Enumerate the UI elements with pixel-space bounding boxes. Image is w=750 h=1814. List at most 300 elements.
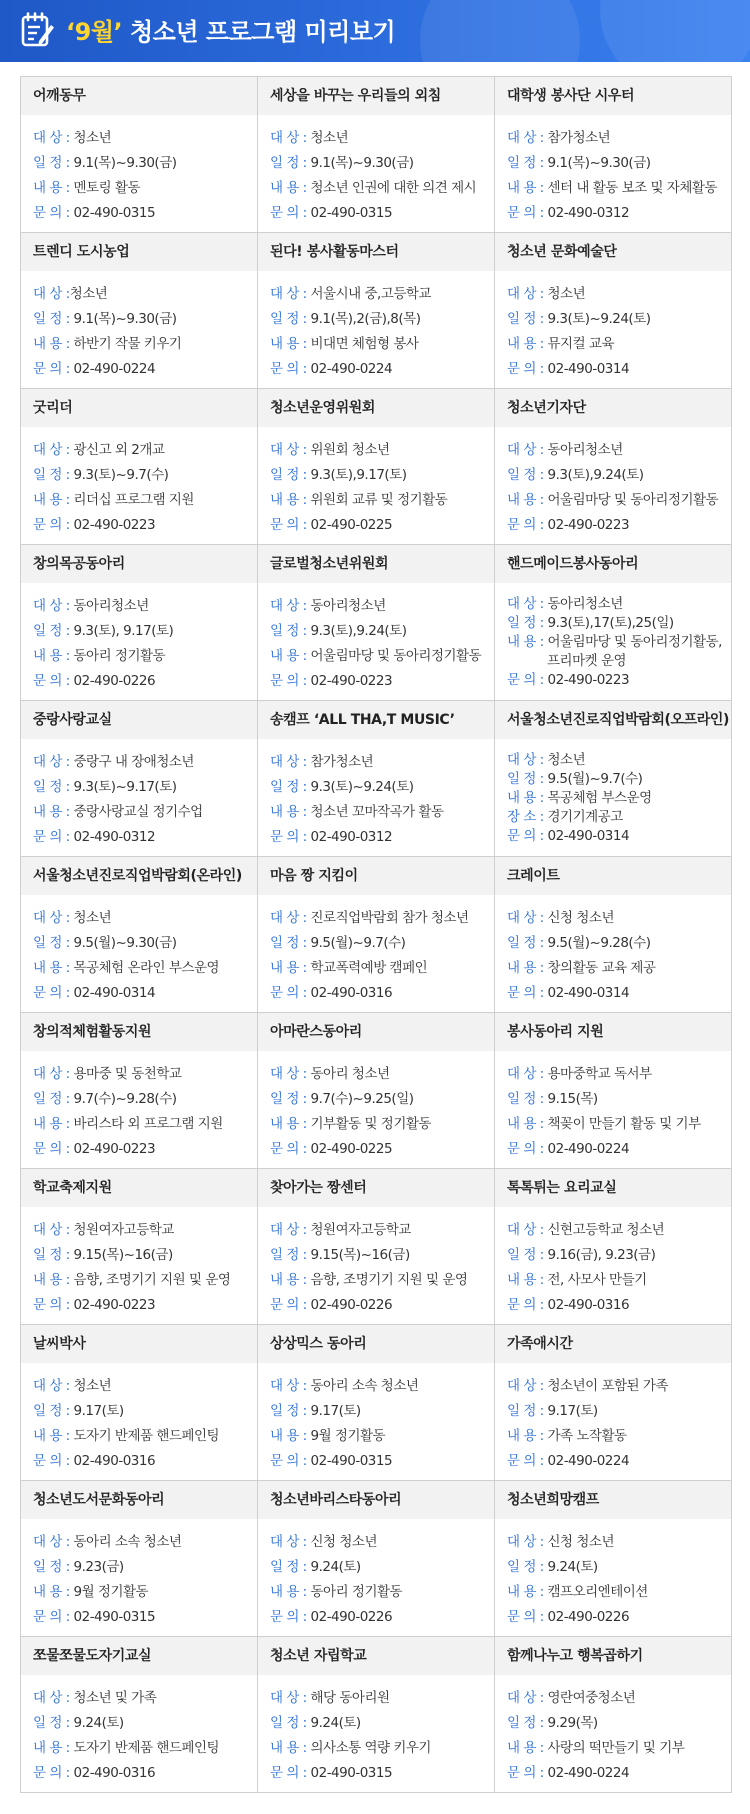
program-detail-row [33,307,257,332]
detail-value: 도자기 반제품 핸드페인팅 [69,1428,220,1444]
program-detail-row [270,931,494,956]
program-detail-row [270,513,494,538]
detail-value: 02-490-0315 [306,205,393,221]
detail-value: 02-490-0312 [543,205,630,221]
detail-value: 02-490-0223 [69,1141,156,1157]
program-card [258,1169,495,1325]
detail-value: 9.3(토)~9.24(토) [543,311,651,327]
program-detail-row [33,669,257,694]
detail-value: 멘토링 활동 [69,180,141,196]
program-card [495,1637,732,1793]
program-detail-row [33,463,257,488]
program-detail-row [33,931,257,956]
detail-value: 9.1(목)~9.30(금) [543,155,651,171]
detail-value: 청원여자고등학교 [69,1222,174,1238]
detail-label: 내 용 : [270,804,307,820]
detail-value: 청원여자고등학교 [306,1222,411,1238]
detail-value: 02-490-0315 [69,1609,156,1625]
detail-value: 02-490-0314 [69,985,156,1001]
detail-label: 문 의 : [270,205,307,221]
detail-value: 서울시내 중,고등학교 [306,286,431,302]
detail-value: 9.17(토) [543,1403,598,1419]
detail-value: 청소년 [69,130,112,146]
detail-value: 02-490-0315 [69,205,156,221]
detail-label: 일 정 : [507,1091,544,1107]
program-detail-row [507,671,731,690]
detail-value: 청소년 및 가족 [69,1690,157,1706]
program-detail-row [33,775,257,800]
detail-label: 대 상 : [33,1066,70,1082]
program-title: 마음 짱 지킴이 [258,857,494,895]
detail-label: 대 상 : [507,442,544,458]
program-detail-row [33,619,257,644]
detail-label: 대 상 : [270,130,307,146]
detail-value: 9.23(금) [69,1559,124,1575]
detail-label: 대 상 : [33,1534,70,1550]
program-details [258,1675,494,1793]
detail-value: 비대면 체험형 봉사 [306,336,419,352]
program-detail-row [270,438,494,463]
detail-value: 9.3(토),9.24(토) [543,467,644,483]
detail-label: 대 상 : [507,751,544,768]
program-details [495,739,731,857]
detail-value: 학교폭력예방 캠페인 [306,960,428,976]
detail-label: 문 의 : [507,827,544,844]
notepad-pencil-icon [20,11,56,53]
program-detail-row [33,1761,257,1786]
program-detail-row [270,1686,494,1711]
page-header [0,0,750,62]
detail-value: 용마중 및 동천학교 [69,1066,182,1082]
header-decoration [600,0,750,62]
program-detail-row [507,1218,731,1243]
program-card [258,389,495,545]
program-card [21,389,258,545]
program-details [258,583,494,701]
program-detail-row [270,1268,494,1293]
program-detail-row [507,1736,731,1761]
detail-label: 문 의 : [33,1765,70,1781]
program-card [258,701,495,857]
detail-label: 일 정 : [33,623,70,639]
program-title: 톡톡튀는 요리교실 [495,1169,731,1207]
detail-value: 동아리청소년 [543,595,623,612]
detail-label: 문 의 : [33,361,70,377]
program-title: 청소년기자단 [495,389,731,427]
program-detail-row [33,357,257,382]
program-card [21,1637,258,1793]
detail-label: 문 의 : [270,673,307,689]
program-detail-row [507,126,731,151]
detail-value: 02-490-0314 [543,985,630,1001]
detail-value: 9.7(수)~9.25(일) [306,1091,414,1107]
program-detail-row [33,800,257,825]
program-card [258,1637,495,1793]
program-detail-row [33,1112,257,1137]
detail-label: 일 정 : [270,1403,307,1419]
program-detail-row [507,1761,731,1786]
program-detail-row [33,1580,257,1605]
detail-label: 대 상 : [270,910,307,926]
program-details [258,1519,494,1637]
detail-value: 바리스타 외 프로그램 지원 [69,1116,223,1132]
detail-value: 9.15(목)~16(금) [306,1247,410,1263]
detail-value: 청소년 [69,910,112,926]
program-detail-row [33,488,257,513]
program-details [21,427,257,545]
detail-value: 02-490-0223 [543,517,630,533]
program-detail-row [270,619,494,644]
detail-label: 일 정 : [270,1715,307,1731]
program-details [21,895,257,1013]
detail-label: 내 용 : [270,336,307,352]
detail-label: 내 용 : [33,648,70,664]
program-detail-row [507,633,731,652]
detail-label: 문 의 : [33,1297,70,1313]
program-detail-row [270,1711,494,1736]
detail-value: 9.7(수)~9.28(수) [69,1091,177,1107]
program-detail-row [33,1137,257,1162]
program-detail-row [507,1062,731,1087]
detail-label: 내 용 : [33,1116,70,1132]
program-title: 창의목공동아리 [21,545,257,583]
program-detail-row [507,652,731,671]
detail-label: 일 정 : [270,1247,307,1263]
detail-label: 내 용 : [33,1740,70,1756]
program-detail-row [270,176,494,201]
detail-value: 진로직업박람회 참가 청소년 [306,910,469,926]
program-title: 날씨박사 [21,1325,257,1363]
detail-label: 문 의 : [507,1765,544,1781]
program-detail-row [33,282,257,307]
program-detail-row [270,282,494,307]
detail-label: 문 의 : [507,671,544,688]
detail-value: 동아리 소속 청소년 [306,1378,419,1394]
program-detail-row [270,1293,494,1318]
program-card [495,545,732,701]
program-detail-row [507,438,731,463]
detail-label: 내 용 : [270,1584,307,1600]
program-details [495,1207,731,1325]
program-detail-row [270,463,494,488]
detail-value: 9.15(목) [543,1091,598,1107]
detail-label: 문 의 : [507,1297,544,1313]
detail-label: 내 용 : [270,1272,307,1288]
detail-value: 동아리 소속 청소년 [69,1534,182,1550]
program-card [258,545,495,701]
detail-value: 청소년 [306,130,349,146]
detail-label: 내 용 : [33,1584,70,1600]
program-detail-row [507,307,731,332]
detail-value: 청소년 [69,1378,112,1394]
detail-value: 사랑의 떡만들기 및 기부 [543,1740,685,1756]
detail-label: 문 의 : [270,985,307,1001]
program-card [258,1481,495,1637]
detail-label: 대 상 : [270,442,307,458]
detail-value: 9.17(토) [69,1403,124,1419]
detail-label: 일 정 : [33,311,70,327]
program-details [21,1675,257,1793]
detail-label: 내 용 : [270,492,307,508]
program-detail-row [507,332,731,357]
detail-label: 대 상 : [507,1690,544,1706]
detail-label: 문 의 : [270,517,307,533]
program-card [21,545,258,701]
detail-label: 일 정 : [270,779,307,795]
detail-label: 대 상 : [270,754,307,770]
detail-value: 9.5(월)~9.7(수) [543,770,643,787]
detail-value: 02-490-0312 [69,829,156,845]
program-title: 창의적체험활동지원 [21,1013,257,1051]
detail-value: 02-490-0314 [543,361,630,377]
detail-value: 책꽂이 만들기 활동 및 기부 [543,1116,701,1132]
detail-label: 일 정 : [270,1559,307,1575]
detail-value: 가족 노작활동 [543,1428,627,1444]
program-title: 굿리더 [21,389,257,427]
detail-label: 내 용 : [507,336,544,352]
detail-label: 대 상 : [33,1222,70,1238]
detail-label: 문 의 : [33,517,70,533]
program-detail-row [33,956,257,981]
detail-value: 9.3(토)~9.24(토) [306,779,414,795]
program-details [21,271,257,389]
detail-value: 리더십 프로그램 지원 [69,492,194,508]
detail-value: 02-490-0223 [543,671,630,688]
program-detail-row [270,750,494,775]
detail-label: 대 상 : [507,286,544,302]
detail-value: 02-490-0226 [306,1609,393,1625]
program-detail-row [270,307,494,332]
detail-value: 9월 정기활동 [306,1428,386,1444]
program-detail-row [507,931,731,956]
detail-label: 대 상 : [33,598,70,614]
program-detail-row [507,1293,731,1318]
program-title: 서울청소년진로직업박람회(오프라인) [495,701,731,739]
detail-label: 일 정 : [507,1559,544,1575]
detail-label: 문 의 : [507,985,544,1001]
detail-label: 일 정 : [507,770,544,787]
detail-label: 대 상 : [270,598,307,614]
detail-label: 문 의 : [270,1765,307,1781]
program-card [495,1325,732,1481]
detail-value: 동아리청소년 [69,598,149,614]
detail-label: 문 의 : [33,205,70,221]
program-details [258,1051,494,1169]
program-detail-row [33,1218,257,1243]
detail-label: 내 용 : [33,1428,70,1444]
program-details [495,895,731,1013]
program-detail-row [507,357,731,382]
program-card [258,233,495,389]
program-card [495,1481,732,1637]
detail-value: 위원회 청소년 [306,442,390,458]
detail-label: 일 정 : [33,1247,70,1263]
program-detail-row [507,789,731,808]
detail-value: 캠프오리엔테이션 [543,1584,648,1600]
program-title: 함께나누고 행복곱하기 [495,1637,731,1675]
detail-value: 9.1(목)~9.30(금) [306,155,414,171]
program-detail-row [33,438,257,463]
program-detail-row [33,1062,257,1087]
detail-value: 신청 청소년 [543,1534,615,1550]
program-grid [20,76,732,1793]
detail-value: 창의활동 교육 제공 [543,960,656,976]
program-detail-row [507,488,731,513]
program-detail-row [507,906,731,931]
program-details [495,583,731,701]
detail-label: 대 상 : [507,1534,544,1550]
detail-label: 일 정 : [507,1403,544,1419]
program-card [495,857,732,1013]
detail-value: 동아리 청소년 [306,1066,390,1082]
detail-value: 위원회 교류 및 정기활동 [306,492,448,508]
program-detail-row [507,1087,731,1112]
detail-value: 프리마켓 운영 [547,652,627,669]
detail-value: 9.5(월)~9.7(수) [306,935,406,951]
detail-value: 용마중학교 독서부 [543,1066,652,1082]
program-detail-row [270,151,494,176]
program-title: 쪼물쪼물도자기교실 [21,1637,257,1675]
detail-label: 문 의 : [507,1141,544,1157]
program-card [495,701,732,857]
program-detail-row [507,282,731,307]
program-detail-row [270,1112,494,1137]
detail-label: 내 용 : [507,1428,544,1444]
detail-label: 내 용 : [270,1116,307,1132]
program-detail-row [270,1137,494,1162]
detail-label: 일 정 : [507,155,544,171]
program-detail-row [33,594,257,619]
detail-value: 9월 정기활동 [69,1584,149,1600]
detail-label: 일 정 : [33,467,70,483]
detail-value: 9.24(토) [69,1715,124,1731]
detail-label: 문 의 : [33,829,70,845]
program-card [21,1169,258,1325]
detail-label: 일 정 : [507,935,544,951]
program-details [495,271,731,389]
program-detail-row [507,176,731,201]
program-detail-row [270,1530,494,1555]
detail-label: 일 정 : [33,1715,70,1731]
detail-value: 02-490-0315 [306,1765,393,1781]
program-detail-row [507,614,731,633]
detail-label: 문 의 : [507,1453,544,1469]
detail-label: 대 상 : [33,910,70,926]
program-title: 핸드메이드봉사동아리 [495,545,731,583]
program-title: 아마란스동아리 [258,1013,494,1051]
program-details [495,1363,731,1481]
detail-value: 02-490-0226 [69,673,156,689]
detail-label: 일 정 : [33,779,70,795]
program-detail-row [507,1686,731,1711]
program-details [21,1207,257,1325]
detail-label: 대 상 : [507,595,544,612]
program-detail-row [270,1243,494,1268]
detail-value: 청소년 인권에 대한 의견 제시 [306,180,477,196]
program-detail-row [33,126,257,151]
detail-value: 9.1(목),2(금),8(목) [306,311,421,327]
detail-value: 9.24(토) [543,1559,598,1575]
detail-label: 대 상 : [33,130,70,146]
program-details [495,427,731,545]
program-title: 청소년 문화예술단 [495,233,731,271]
detail-label: 문 의 : [33,1609,70,1625]
detail-value: 02-490-0225 [306,1141,393,1157]
program-detail-row [270,981,494,1006]
program-detail-row [507,956,731,981]
detail-value: 9.3(토), 9.17(토) [69,623,174,639]
program-detail-row [270,1605,494,1630]
detail-label: 내 용 : [507,1584,544,1600]
program-details [258,115,494,233]
detail-label: 일 정 : [33,155,70,171]
detail-value: 기부활동 및 정기활동 [306,1116,431,1132]
detail-label: 내 용 : [507,789,544,806]
program-detail-row [33,1686,257,1711]
detail-label: 내 용 : [33,492,70,508]
program-detail-row [270,956,494,981]
detail-value: 9.29(목) [543,1715,598,1731]
program-detail-row [507,595,731,614]
program-detail-row [507,1530,731,1555]
program-detail-row [507,1711,731,1736]
program-detail-row [507,1605,731,1630]
program-detail-row [33,1530,257,1555]
detail-label: 문 의 : [33,1453,70,1469]
program-detail-row [507,751,731,770]
program-detail-row [507,151,731,176]
program-detail-row [507,513,731,538]
detail-value: 참가청소년 [543,130,611,146]
detail-value: 02-490-0224 [543,1141,630,1157]
detail-value: 02-490-0224 [306,361,393,377]
program-detail-row [33,644,257,669]
detail-value: 9.3(토),17(토),25(일) [543,614,674,631]
detail-value: 02-490-0223 [306,673,393,689]
program-card [21,701,258,857]
detail-value: 동아리 정기활동 [69,648,166,664]
program-detail-row [33,513,257,538]
detail-value: 음향, 조명기기 지원 및 운영 [306,1272,468,1288]
program-card [495,1169,732,1325]
program-title: 청소년운영위원회 [258,389,494,427]
detail-label: 일 정 : [33,1403,70,1419]
program-detail-row [270,1580,494,1605]
program-detail-row [33,1268,257,1293]
program-card [21,233,258,389]
program-title: 중랑사랑교실 [21,701,257,739]
detail-label: 일 정 : [270,311,307,327]
detail-label: 대 상 : [33,1690,70,1706]
detail-value: 9.3(토),9.24(토) [306,623,407,639]
program-title: 청소년도서문화동아리 [21,1481,257,1519]
detail-value: 청소년 [543,751,586,768]
detail-value: 02-490-0226 [306,1297,393,1313]
program-title: 글로벌청소년위원회 [258,545,494,583]
detail-value: 02-490-0223 [69,1297,156,1313]
detail-label: 내 용 : [507,1272,544,1288]
detail-value: 02-490-0316 [306,985,393,1001]
detail-value: 9.1(목)~9.30(금) [69,311,177,327]
program-detail-row [507,770,731,789]
detail-label: 문 의 : [270,1609,307,1625]
program-card [258,1325,495,1481]
detail-label: 대 상 : [270,1222,307,1238]
program-title: 청소년 자립학교 [258,1637,494,1675]
program-detail-row [507,1243,731,1268]
program-detail-row [507,1112,731,1137]
program-details [258,739,494,857]
